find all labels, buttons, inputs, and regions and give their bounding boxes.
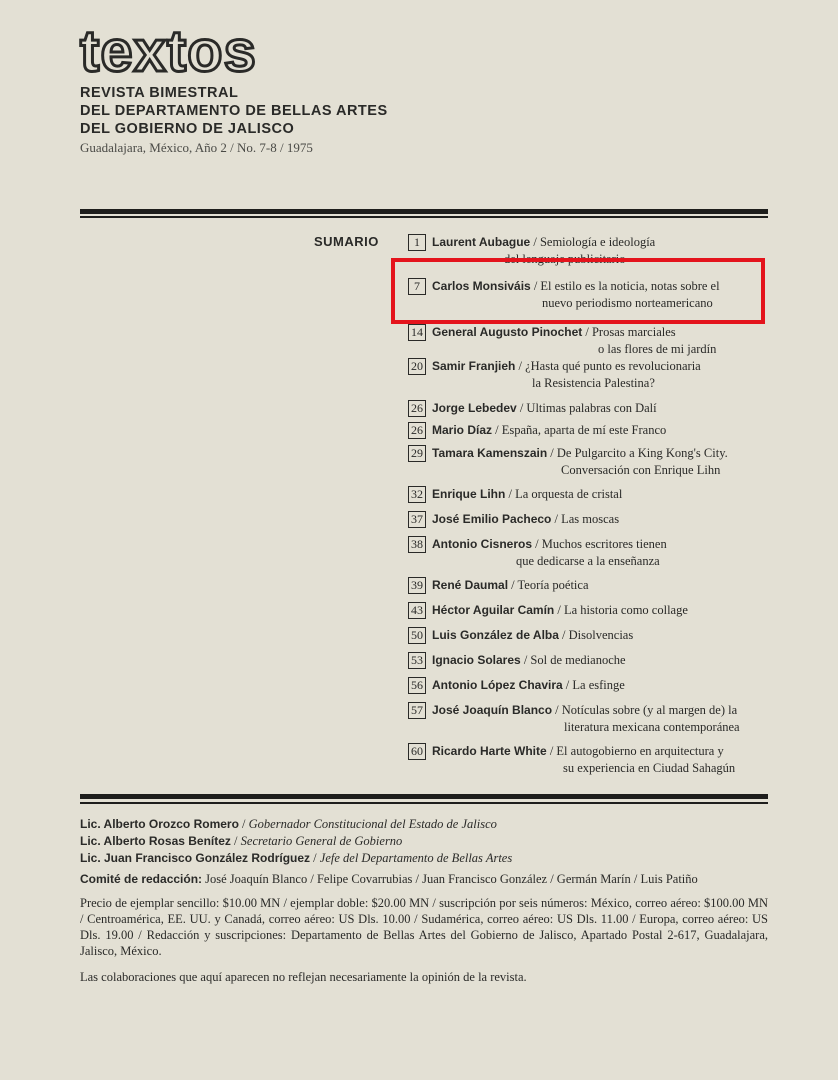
credit-name: Lic. Alberto Orozco Romero: [80, 817, 239, 831]
entry-title-cont: o las flores de mi jardín: [598, 342, 717, 356]
masthead: [80, 84, 388, 158]
textos-logo: textos: [80, 19, 257, 84]
editorial-committee: [80, 872, 770, 887]
credit-role: Gobernador Constitucional del Estado de Jalisco: [248, 817, 497, 831]
entry-author: Samir Franjieh: [432, 359, 516, 373]
entry-author: Héctor Aguilar Camín: [432, 603, 555, 617]
page-number: 20: [408, 358, 426, 375]
credit-name: Lic. Juan Francisco González Rodríguez: [80, 851, 311, 865]
entry-title: / Ultimas palabras con Dalí: [516, 401, 657, 415]
credit-line: Lic. Juan Francisco González Rodríguez / Jefe del Departamento de Bellas Artes: [80, 851, 513, 865]
credit-line: Lic. Alberto Orozco Romero / Gobernador Constitucional del Estado de Jalisco: [80, 817, 497, 831]
entry-title: / España, aparta de mí este Franco: [492, 423, 667, 437]
page-number: 32: [408, 486, 426, 503]
highlight-box: [391, 258, 765, 324]
entry-author: General Augusto Pinochet: [432, 325, 583, 339]
entry-title-cont: del lenguaje publicitario: [504, 252, 626, 266]
credit-line: Lic. Alberto Rosas Benítez / Secretario General de Gobierno: [80, 834, 403, 848]
committee-label: Comité de redacción:: [80, 872, 203, 886]
entry-author: Carlos Monsiváis: [432, 279, 531, 293]
page-number: 26: [408, 400, 426, 417]
page-number: 53: [408, 652, 426, 669]
entry-title: / Teoría poética: [508, 578, 589, 592]
entry-title-cont: Conversación con Enrique Lihn: [561, 463, 721, 477]
entry-title-cont: su experiencia en Ciudad Sahagún: [563, 761, 736, 775]
entry-title-cont: nuevo periodismo norteamericano: [542, 296, 713, 310]
entry-title: / ¿Hasta qué punto es revolucionaria: [515, 359, 701, 373]
entry-title: / Las moscas: [551, 512, 620, 526]
sumario-heading: SUMARIO: [314, 234, 379, 249]
entry-author: René Daumal: [432, 578, 509, 592]
pricing-text: Precio de ejemplar sencillo: $10.00 MN / ejemplar doble: $20.00 MN / suscripción por seis números: México, correo aéreo: $100.00 MN / Centroamérica, EE. UU. y Canadá, correo aéreo: US Dls. 10.00 / Sudamérica, correo aéreo: US Dls. 11.00 / Europa, correo aéreo: US Dls. 19.00 / Redacción y suscripciones: Departamento de Bellas Artes del Gobierno de Jalisco, Apartado Postal 2-617, Guadalajara, Jalisco, México.: [80, 896, 768, 958]
entry-title: / Muchos escritores tienen: [532, 537, 667, 551]
page-number: 43: [408, 602, 426, 619]
entry-title: / De Pulgarcito a King Kong's City.: [547, 446, 728, 460]
bottom-rule-thick: [80, 794, 768, 799]
entry-author: Antonio Cisneros: [432, 537, 533, 551]
entry-author: Ignacio Solares: [432, 653, 521, 667]
page-number: 50: [408, 627, 426, 644]
page-number: 38: [408, 536, 426, 553]
page-number: 60: [408, 743, 426, 760]
entry-title: / La historia como collage: [554, 603, 688, 617]
entry-title: / La orquesta de cristal: [505, 487, 623, 501]
page-number: 7: [408, 278, 426, 295]
page-number: 37: [408, 511, 426, 528]
entry-title-cont: la Resistencia Palestina?: [532, 376, 655, 390]
entry-author: Antonio López Chavira: [432, 678, 563, 692]
page-number: 26: [408, 422, 426, 439]
page-number: 29: [408, 445, 426, 462]
entry-title: / Notículas sobre (y al margen de) la: [552, 703, 738, 717]
top-rule-thin: [80, 216, 768, 218]
credit-name: Lic. Alberto Rosas Benítez: [80, 834, 231, 848]
entry-author: Tamara Kamenszain: [432, 446, 548, 460]
entry-title: / El estilo es la noticia, notas sobre el: [530, 279, 720, 293]
page-number: 56: [408, 677, 426, 694]
entry-author: José Joaquín Blanco: [432, 703, 553, 717]
entry-author: Jorge Lebedev: [432, 401, 517, 415]
entry-title-cont: literatura mexicana contemporánea: [564, 720, 740, 734]
entry-author: Enrique Lihn: [432, 487, 506, 501]
entry-title: / Semiología e ideología: [530, 235, 656, 249]
masthead-line-1: REVISTA BIMESTRAL: [80, 85, 239, 101]
entry-author: Ricardo Harte White: [432, 744, 547, 758]
bottom-rule-thin: [80, 802, 768, 804]
entry-author: José Emilio Pacheco: [432, 512, 552, 526]
entry-title-cont: que dedicarse a la enseñanza: [516, 554, 660, 568]
issue-info: Guadalajara, México, Año 2 / No. 7-8 / 1975: [80, 140, 313, 155]
committee-members: José Joaquín Blanco / Felipe Covarrubias / Juan Francisco González / Germán Marín / Luis Patiño: [205, 872, 698, 886]
entry-author: Mario Díaz: [432, 423, 493, 437]
page-number: 39: [408, 577, 426, 594]
page-number: 57: [408, 702, 426, 719]
disclaimer: Las colaboraciones que aquí aparecen no reflejan necesariamente la opinión de la revista.: [80, 970, 527, 984]
page-number: 1: [408, 234, 426, 251]
credits: [80, 816, 770, 867]
page-number: 14: [408, 324, 426, 341]
entry-title: / La esfinge: [562, 678, 625, 692]
entry-title: / Prosas marciales: [582, 325, 676, 339]
entry-title: / Sol de medianoche: [520, 653, 626, 667]
top-rule-thick: [80, 209, 768, 214]
credit-role: Secretario General de Gobierno: [240, 834, 403, 848]
entry-author: Laurent Aubague: [432, 235, 531, 249]
entry-author: Luis González de Alba: [432, 628, 559, 642]
masthead-line-2: DEL DEPARTAMENTO DE BELLAS ARTES: [80, 103, 388, 119]
masthead-line-3: DEL GOBIERNO DE JALISCO: [80, 121, 295, 137]
entry-title: / Disolvencias: [558, 628, 634, 642]
credit-role: Jefe del Departamento de Bellas Artes: [319, 851, 513, 865]
entry-title: / El autogobierno en arquitectura y: [546, 744, 724, 758]
